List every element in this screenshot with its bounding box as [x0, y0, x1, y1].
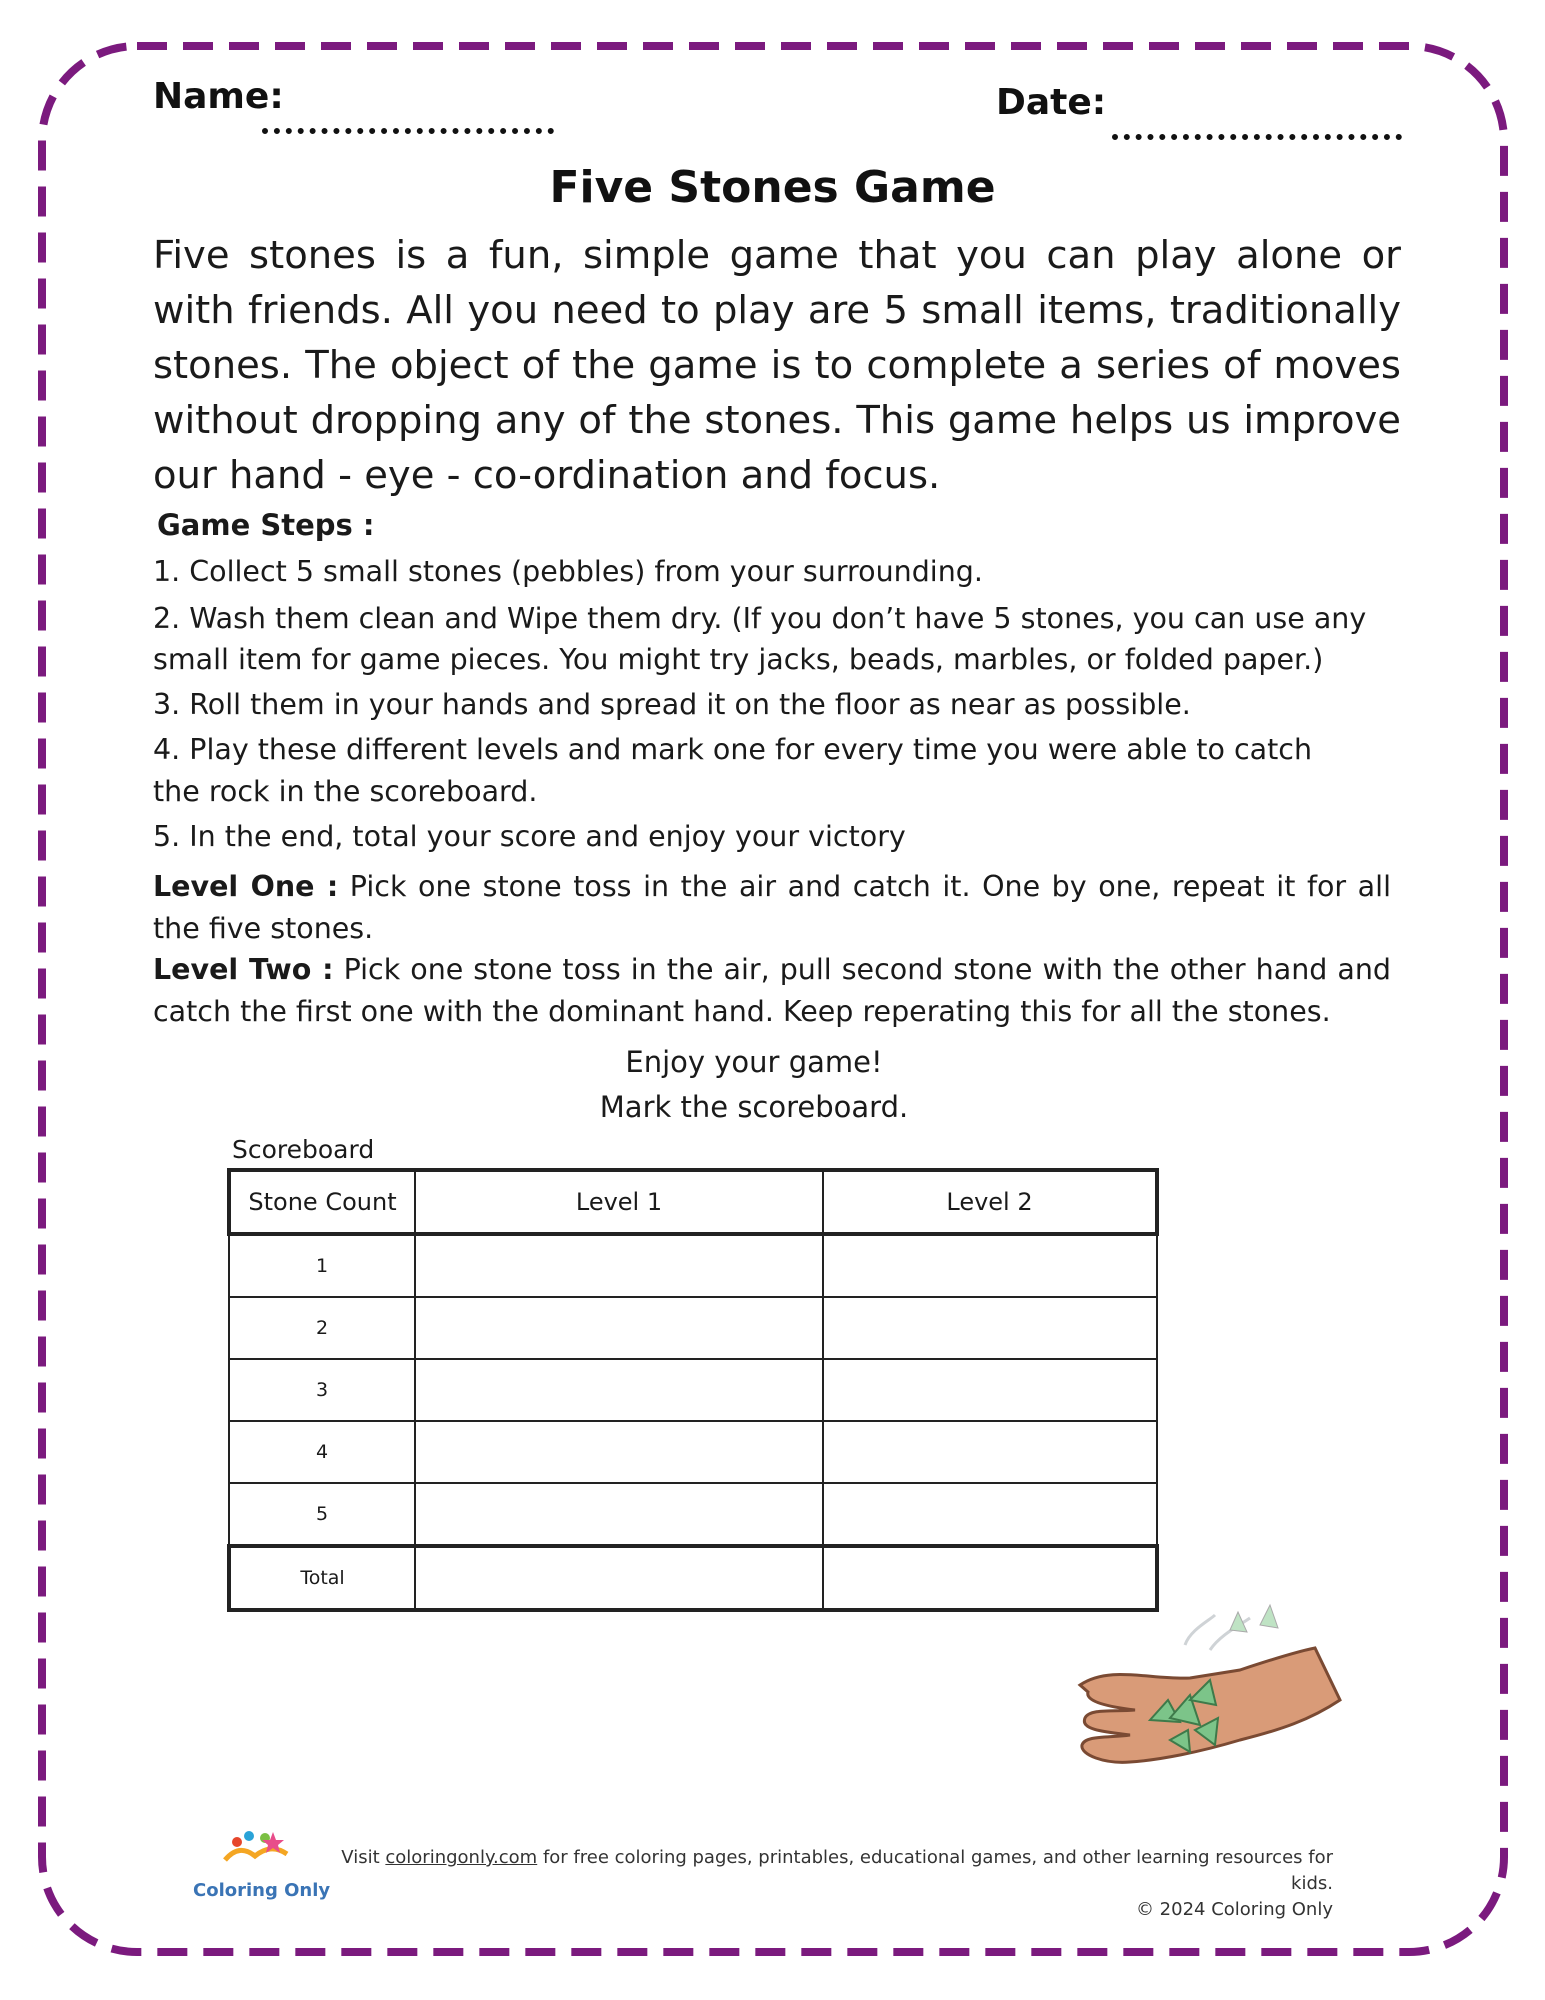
footer-link[interactable]: coloringonly.com — [385, 1847, 538, 1868]
level-2-cell[interactable] — [823, 1483, 1157, 1546]
coloring-only-logo — [215, 1828, 295, 1880]
name-label: Name: — [153, 76, 284, 117]
level-1-cell[interactable] — [415, 1297, 823, 1359]
level-one-label: Level One : — [153, 870, 339, 903]
step-4-line-2: the rock in the scoreboard. — [153, 775, 538, 808]
hand-with-stones-illustration — [1040, 1590, 1360, 1790]
steps-heading: Game Steps : — [157, 508, 375, 542]
step-3: 3. Roll them in your hands and spread it on the floor as near as possible. — [153, 688, 1191, 721]
step-1: 1. Collect 5 small stones (pebbles) from your surrounding. — [153, 555, 983, 588]
scoreboard-caption: Scoreboard — [232, 1135, 375, 1164]
level-one-description — [153, 866, 1391, 950]
level-1-total-cell[interactable] — [415, 1546, 823, 1610]
header-level-1: Level 1 — [415, 1170, 823, 1234]
level-two-description — [153, 949, 1391, 1033]
footer-visit: Visit — [341, 1847, 386, 1868]
table-row — [229, 1234, 1157, 1297]
step-4-line-1: 4. Play these different levels and mark one for every time you were able to catch — [153, 733, 1313, 766]
level-one-text: Pick one stone toss in the air and catch it. One by one, repeat it for all the five stones. — [153, 870, 1391, 945]
stone-count-cell: 1 — [229, 1234, 415, 1297]
stone-count-cell: 3 — [229, 1359, 415, 1421]
step-5: 5. In the end, total your score and enjoy your victory — [153, 820, 906, 853]
scoreboard-header-row — [229, 1170, 1157, 1234]
date-label: Date: — [996, 82, 1107, 123]
page-title: Five Stones Game — [549, 162, 996, 213]
level-1-cell[interactable] — [415, 1234, 823, 1297]
level-1-cell[interactable] — [415, 1421, 823, 1483]
level-2-cell[interactable] — [823, 1234, 1157, 1297]
intro-paragraph: Five stones is a fun, simple game that you can play alone or with friends. All you need to play are 5 small items, traditionally stones. The object of the game is to complete a series of moves without dropping any of the stones. This game helps us improve our hand - eye - co-ordination and focus. — [153, 233, 1401, 498]
header-level-2: Level 2 — [823, 1170, 1157, 1234]
table-row — [229, 1421, 1157, 1483]
level-two-label: Level Two : — [153, 953, 334, 986]
level-2-cell[interactable] — [823, 1359, 1157, 1421]
stone-count-cell: 2 — [229, 1297, 415, 1359]
table-row — [229, 1297, 1157, 1359]
footer-text — [300, 1845, 1333, 1923]
level-two-text: Pick one stone toss in the air, pull second stone with the other hand and catch the first one with the dominant hand. Keep reperating this for all the stones. — [153, 953, 1391, 1028]
step-2-line-2: small item for game pieces. You might try jacks, beads, marbles, or folded paper.) — [153, 643, 1324, 676]
level-2-cell[interactable] — [823, 1297, 1157, 1359]
total-label-cell: Total — [229, 1546, 415, 1610]
table-row — [229, 1483, 1157, 1546]
enjoy-line: Enjoy your game! — [625, 1045, 883, 1079]
brand-name: Coloring Only — [193, 1880, 331, 1901]
total-row — [229, 1546, 1157, 1610]
stone-count-cell: 4 — [229, 1421, 415, 1483]
stone-count-cell: 5 — [229, 1483, 415, 1546]
level-1-cell[interactable] — [415, 1483, 823, 1546]
footer-rest: for free coloring pages, printables, educational games, and other learning resources for kids. — [537, 1847, 1333, 1894]
name-field[interactable] — [262, 128, 554, 134]
date-field[interactable] — [1112, 134, 1402, 140]
level-2-cell[interactable] — [823, 1421, 1157, 1483]
footer-copyright: © 2024 Coloring Only — [1135, 1899, 1333, 1920]
table-row — [229, 1359, 1157, 1421]
header-stone-count: Stone Count — [229, 1170, 415, 1234]
level-1-cell[interactable] — [415, 1359, 823, 1421]
scoreboard-table — [227, 1168, 1159, 1612]
footer-visit-line — [300, 1845, 1333, 1897]
mark-scoreboard-line: Mark the scoreboard. — [599, 1090, 909, 1124]
step-2-line-1: 2. Wash them clean and Wipe them dry. (If you don’t have 5 stones, you can use any — [153, 602, 1367, 635]
